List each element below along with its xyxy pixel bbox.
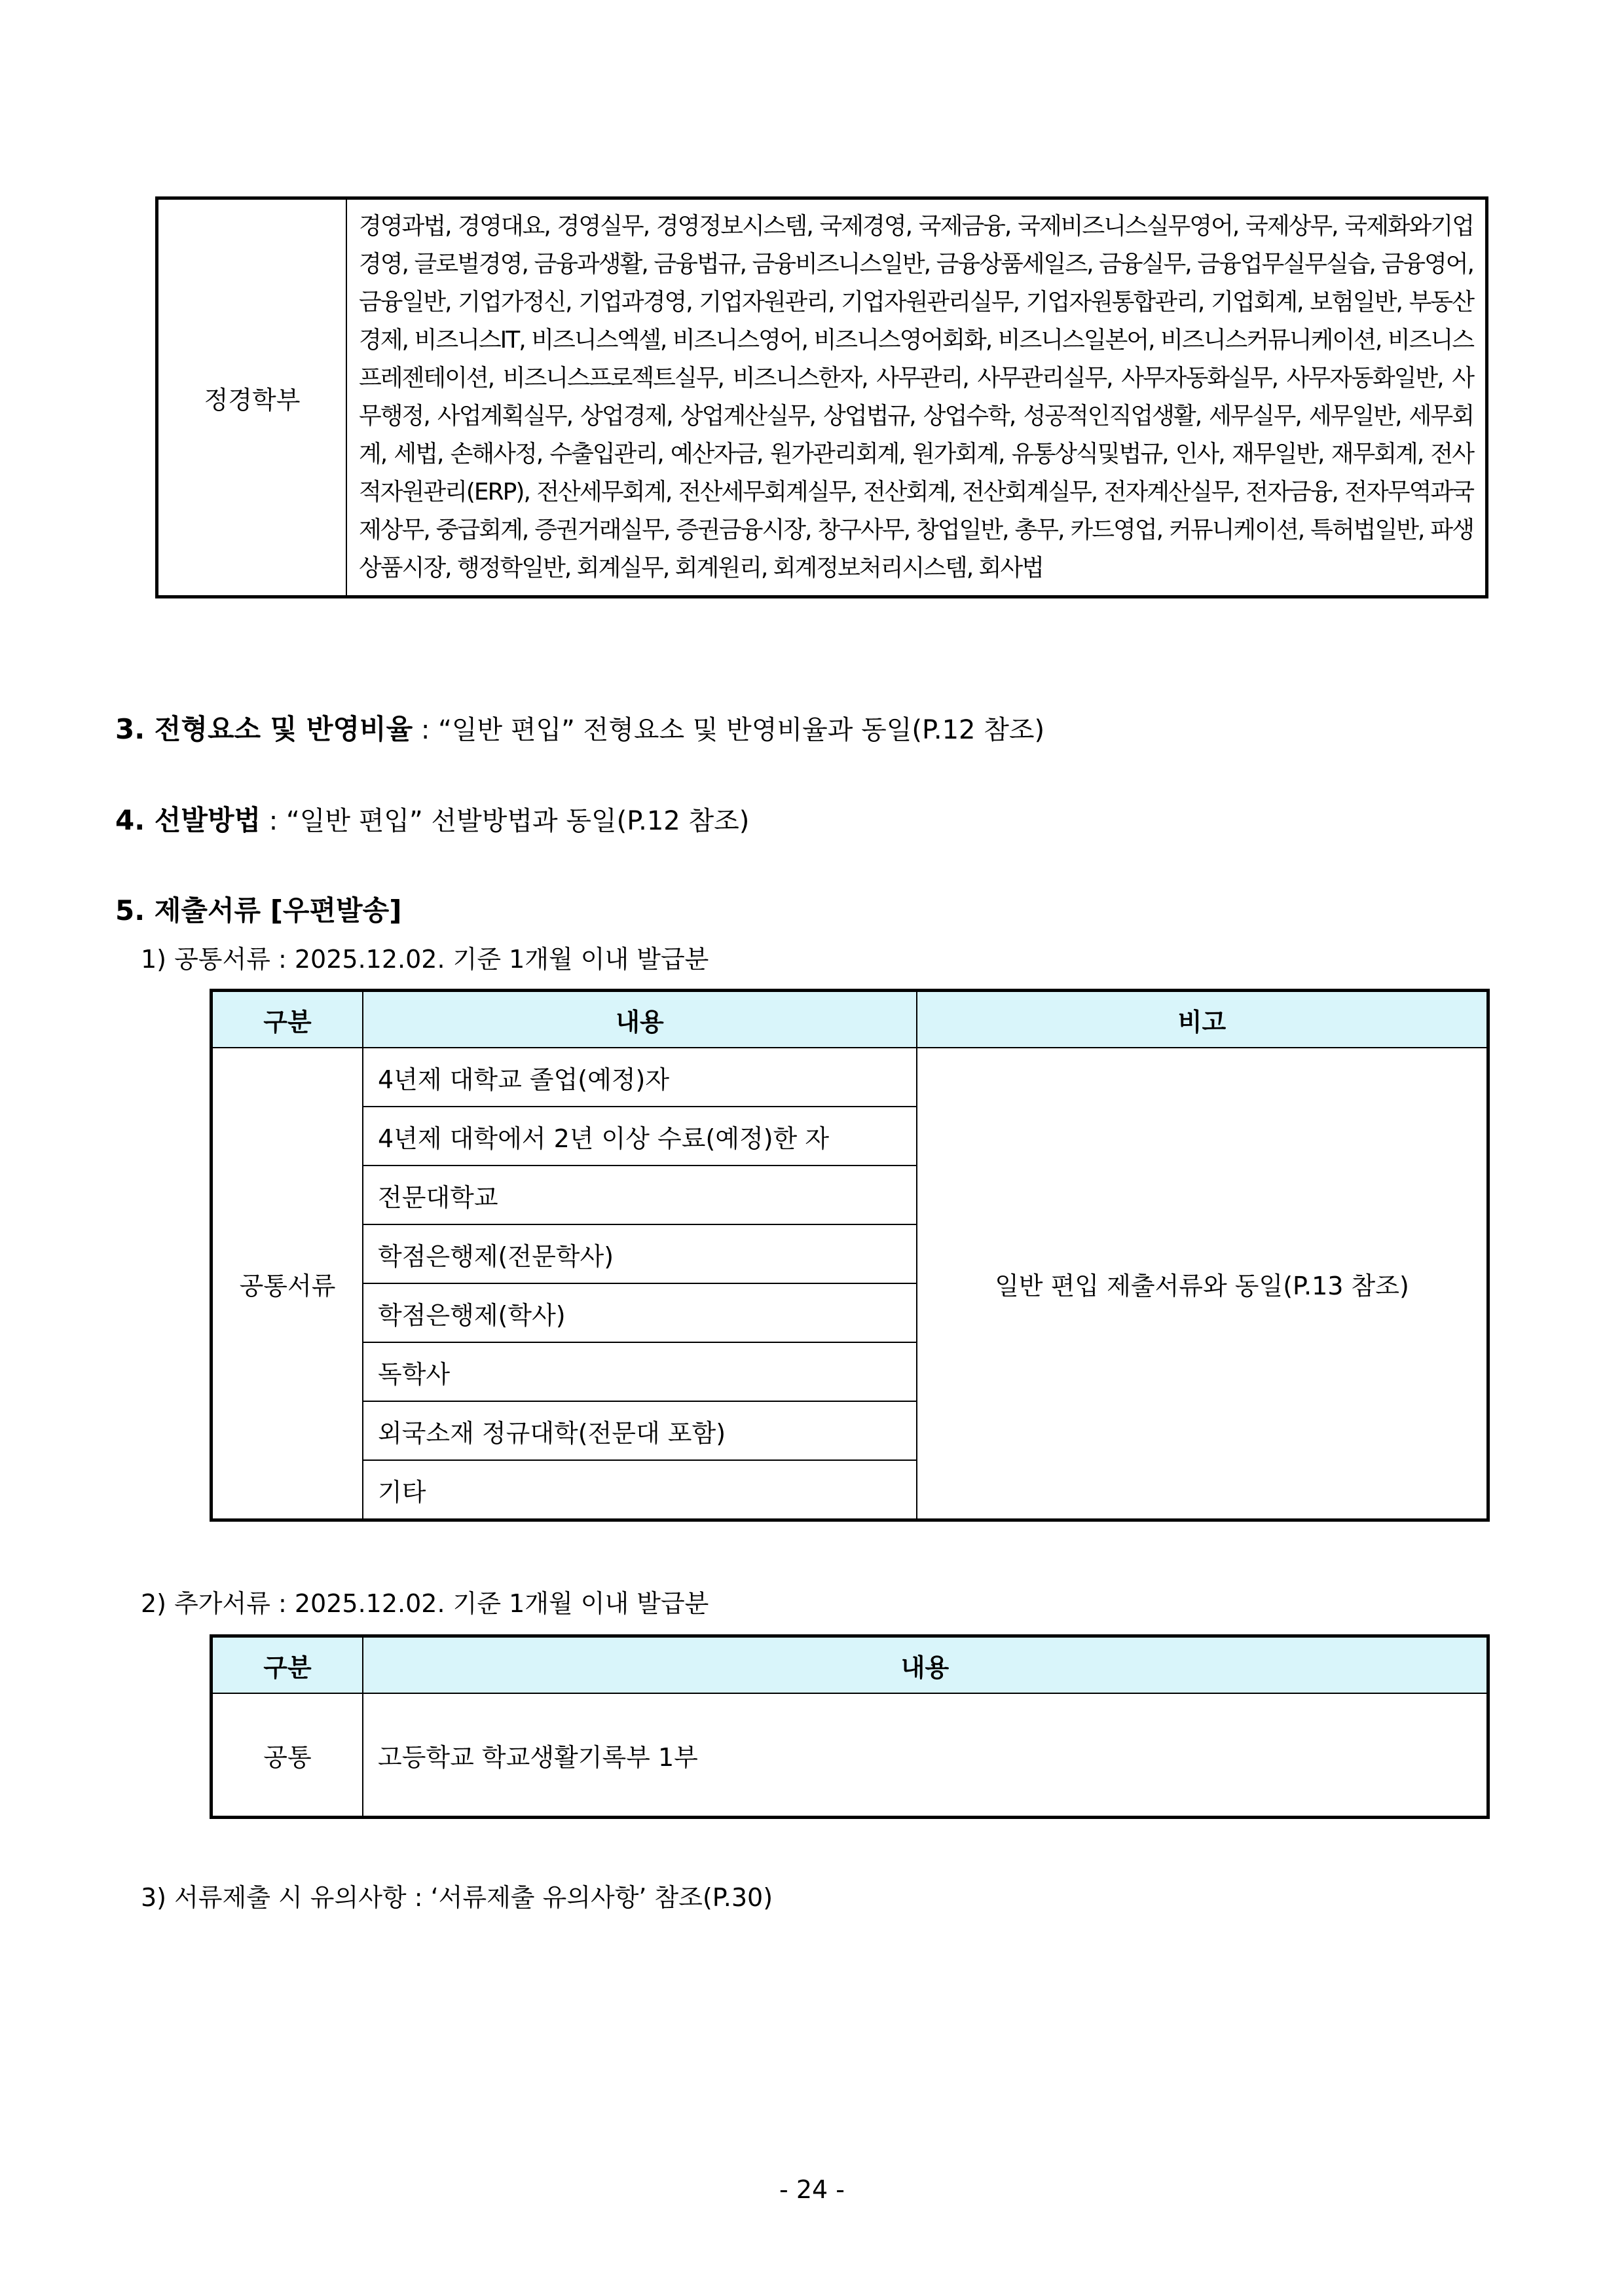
- courses-cell: 경영과법, 경영대요, 경영실무, 경영정보시스템, 국제경영, 국제금융, 국제비즈니스실무영어, 국제상무, 국제화와기업경영, 글로벌경영, 금융과생활, 금융법규, 금융비즈니스일반, 금융상품세일즈, 금융실무, 금융업무실무실습, 금융영어, 금융일반, 기업가정신, 기업과경영, 기업자원관리, 기업자원관리실무, 기업자원통합관리, 기업회계, 보험일반, 부동산경제, 비즈니스IT, 비즈니스엑셀, 비즈니스영어, 비즈니스영어회화, 비즈니스일본어, 비즈니스커뮤니케이션, 비즈니스프레젠테이션, 비즈니스프로젝트실무, 비즈니스한자, 사무관리, 사무관리실무, 사무자동화실무, 사무자동화일반, 사무행정, 사업계획실무, 상업경제, 상업계산실무, 상업법규, 상업수학, 성공적인직업생활, 세무실무, 세무일반, 세무회계, 세법, 손해사정, 수출입관리, 예산자금, 원가관리회계, 원가회계, 유통상식및법규, 인사, 재무일반, 재무회계, 전사적자원관리(ERP), 전산세무회계, 전산세무회계실무, 전산회계, 전산회계실무, 전자계산실무, 전자금융, 전자무역과국제상무, 중급회계, 증권거래실무, 증권금융시장, 창구사무, 창업일반, 총무, 카드영업, 커뮤니케이션, 특허법일반, 파생상품시장, 행정학일반, 회계실무, 회계원리, 회계정보처리시스템, 회사법: [346, 198, 1487, 597]
- section-4-title: 4. 선발방법: [115, 804, 261, 836]
- category-cell: 공통: [212, 1693, 363, 1818]
- section-3: [115, 713, 1044, 746]
- document-item: 외국소재 정규대학(전문대 포함): [363, 1401, 917, 1460]
- table-row: [157, 198, 1487, 597]
- page-number: - 24 -: [779, 2175, 845, 2204]
- section-4-body: : “일반 편입” 선발방법과 동일(P.12 참조): [261, 806, 750, 836]
- document-item: 학점은행제(전문학사): [363, 1224, 917, 1283]
- table-header-row: [212, 991, 1488, 1048]
- department-cell: 정경학부: [157, 198, 347, 597]
- document-item: 전문대학교: [363, 1166, 917, 1224]
- section-5-title: 5. 제출서류 [우편발송]: [115, 894, 402, 927]
- document-item: 4년제 대학교 졸업(예정)자: [363, 1048, 917, 1107]
- subsection-3: 3) 서류제출 시 유의사항 : ‘서류제출 유의사항’ 참조(P.30): [141, 1883, 773, 1912]
- section-5: [115, 894, 401, 928]
- table-row: [212, 1693, 1488, 1818]
- document-item: 독학사: [363, 1342, 917, 1401]
- header-category: 구분: [212, 991, 363, 1048]
- document-item: 4년제 대학에서 2년 이상 수료(예정)한 자: [363, 1107, 917, 1166]
- subsection-1: 1) 공통서류 : 2025.12.02. 기준 1개월 이내 발급분: [141, 945, 709, 974]
- note-cell: 일반 편입 제출서류와 동일(P.13 참조): [917, 1048, 1488, 1520]
- table-row: [212, 1048, 1488, 1107]
- additional-documents-table: [210, 1634, 1490, 1819]
- section-3-body: : “일반 편입” 전형요소 및 반영비율과 동일(P.12 참조): [413, 715, 1045, 745]
- table-header-row: [212, 1636, 1488, 1694]
- subsection-2: 2) 추가서류 : 2025.12.02. 기준 1개월 이내 발급분: [141, 1589, 709, 1618]
- document-item: 학점은행제(학사): [363, 1283, 917, 1342]
- section-4: [115, 804, 749, 837]
- section-3-title: 3. 전형요소 및 반영비율: [115, 713, 413, 745]
- course-table: [155, 196, 1488, 598]
- header-note: 비고: [917, 991, 1488, 1048]
- common-documents-table: [210, 989, 1490, 1522]
- header-content: 내용: [363, 991, 917, 1048]
- document-item: 기타: [363, 1460, 917, 1520]
- category-cell: 공통서류: [212, 1048, 363, 1520]
- header-content: 내용: [363, 1636, 1488, 1694]
- header-category: 구분: [212, 1636, 363, 1694]
- content-cell: 고등학교 학교생활기록부 1부: [363, 1693, 1488, 1818]
